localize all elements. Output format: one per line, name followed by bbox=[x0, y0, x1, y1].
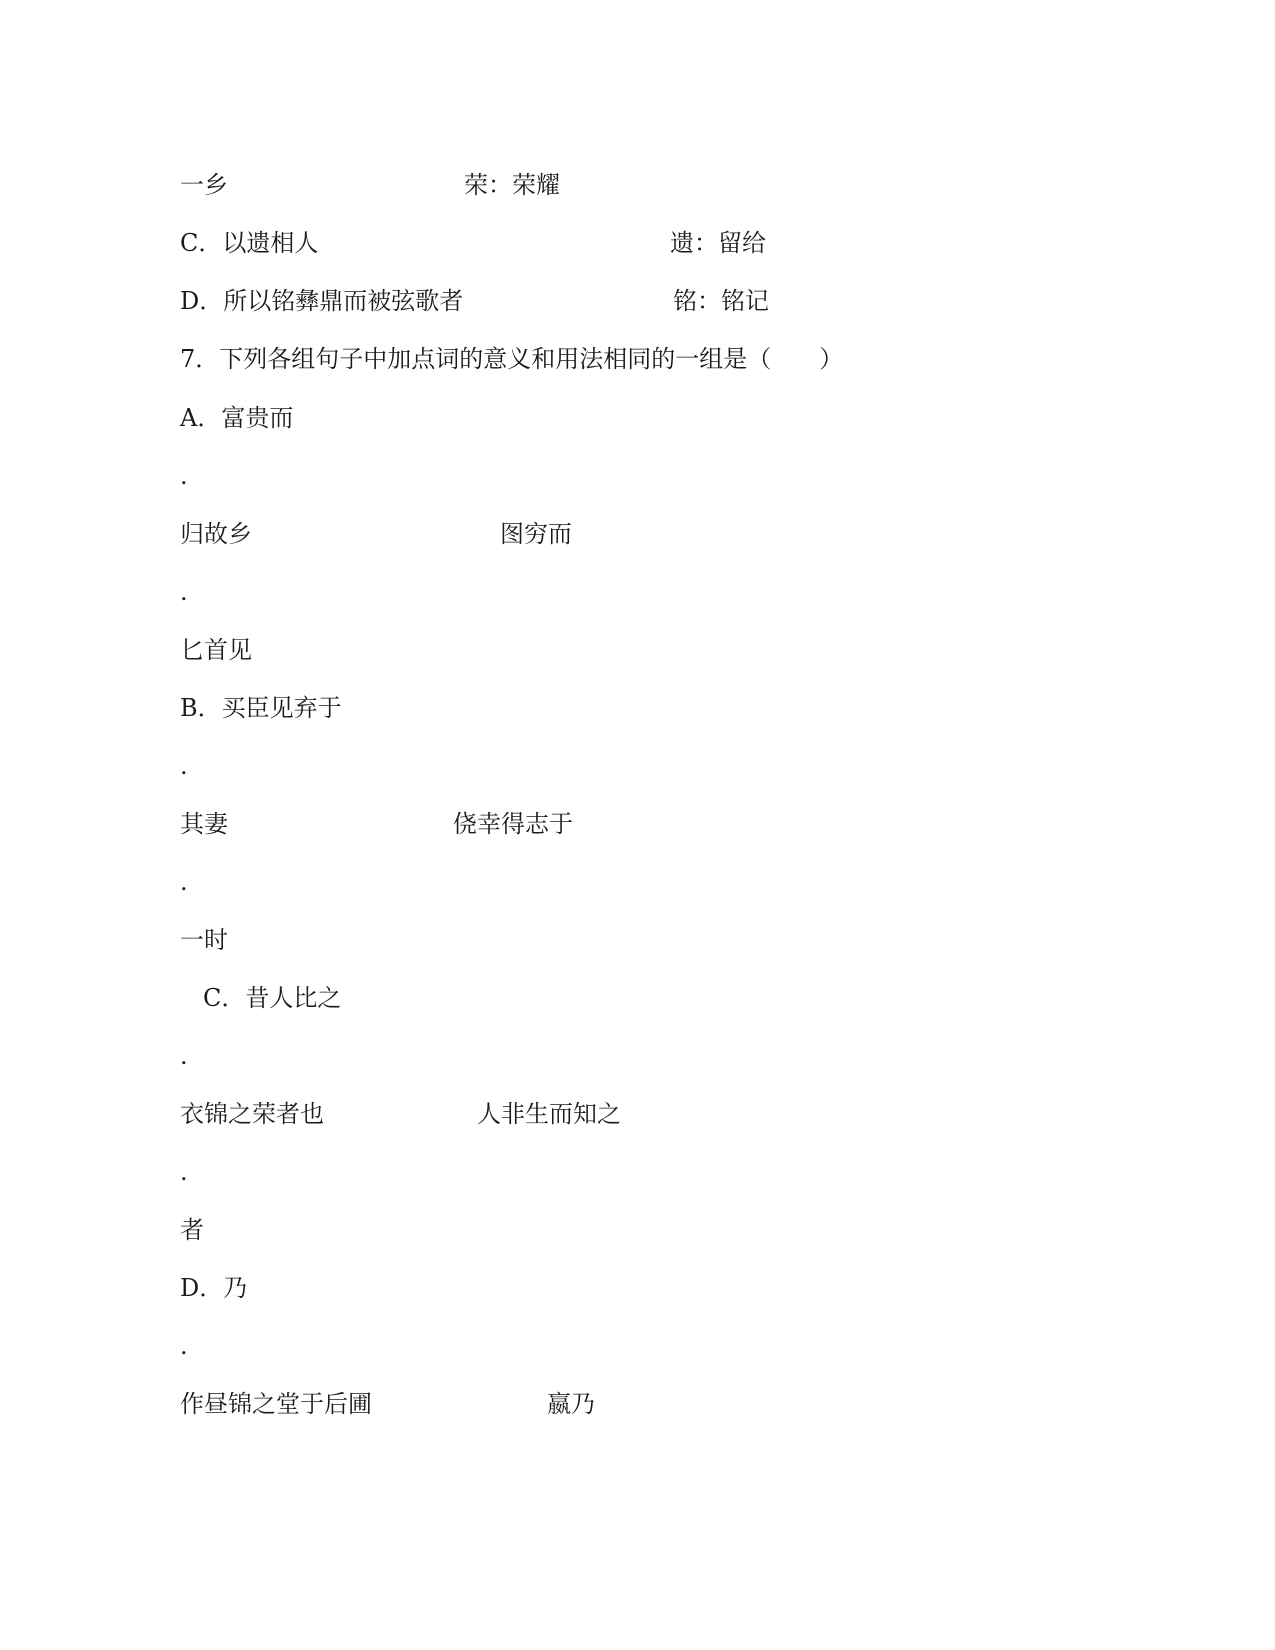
dot-mark: . bbox=[180, 752, 188, 780]
question-7-stem bbox=[180, 344, 843, 374]
line-text: 人非生而知之 bbox=[477, 1100, 621, 1128]
line-text: 衣锦之荣者也 bbox=[180, 1100, 324, 1128]
emphasis-dot bbox=[180, 461, 188, 491]
dot-mark: . bbox=[180, 1042, 188, 1070]
dot-mark: . bbox=[180, 868, 188, 896]
emphasis-dot bbox=[180, 1331, 188, 1361]
line-text: 者 bbox=[180, 1216, 204, 1244]
line-text: B．买臣见弃于 bbox=[180, 694, 342, 722]
option-c-annotation bbox=[670, 228, 766, 258]
text-line-annotation bbox=[464, 170, 560, 200]
line-text: C．昔人比之 bbox=[203, 984, 342, 1012]
question-7-option-d bbox=[180, 1273, 247, 1303]
text-line bbox=[180, 519, 252, 549]
text-line-right bbox=[477, 1099, 621, 1129]
emphasis-dot bbox=[180, 751, 188, 781]
line-text: 侥幸得志于 bbox=[453, 810, 573, 838]
text-line bbox=[180, 170, 228, 200]
dot-mark: . bbox=[180, 1158, 188, 1186]
emphasis-dot bbox=[180, 1157, 188, 1187]
emphasis-dot bbox=[180, 1041, 188, 1071]
question-7-option-b bbox=[180, 693, 342, 723]
option-d-line bbox=[180, 286, 463, 316]
text-line bbox=[180, 1389, 372, 1419]
line-text: 作昼锦之堂于后圃 bbox=[180, 1390, 372, 1418]
question-7-option-a bbox=[180, 403, 293, 433]
line-text: 归故乡 bbox=[180, 520, 252, 548]
dot-mark: . bbox=[180, 1332, 188, 1360]
text-line bbox=[180, 1099, 324, 1129]
option-c-line bbox=[180, 228, 318, 258]
emphasis-dot bbox=[180, 577, 188, 607]
line-text: D．乃 bbox=[180, 1274, 248, 1302]
question-7-option-c bbox=[203, 983, 341, 1013]
line-text: 其妻 bbox=[180, 810, 228, 838]
line-text: 一乡 bbox=[180, 171, 228, 199]
line-text: 匕首见 bbox=[180, 636, 252, 664]
line-text: D．所以铭彝鼎而被弦歌者 bbox=[180, 287, 464, 315]
text-line-right bbox=[453, 809, 573, 839]
line-text: A．富贵而 bbox=[180, 404, 294, 432]
text-line bbox=[180, 1215, 204, 1245]
text-line bbox=[180, 635, 252, 665]
line-text: 铭：铭记 bbox=[673, 287, 769, 315]
line-text: 图穷而 bbox=[500, 520, 572, 548]
dot-mark: . bbox=[180, 578, 188, 606]
option-d-annotation bbox=[673, 286, 769, 316]
text-line-right bbox=[547, 1389, 595, 1419]
text-line bbox=[180, 925, 228, 955]
text-line-right bbox=[500, 519, 572, 549]
line-text: 荣：荣耀 bbox=[464, 171, 560, 199]
emphasis-dot bbox=[180, 867, 188, 897]
line-text: C．以遗相人 bbox=[180, 229, 319, 257]
line-text: 嬴乃 bbox=[547, 1390, 595, 1418]
dot-mark: . bbox=[180, 462, 188, 490]
text-line bbox=[180, 809, 228, 839]
line-text: 7．下列各组句子中加点词的意义和用法相同的一组是（ ） bbox=[180, 345, 844, 373]
line-text: 一时 bbox=[180, 926, 228, 954]
line-text: 遗：留给 bbox=[670, 229, 766, 257]
